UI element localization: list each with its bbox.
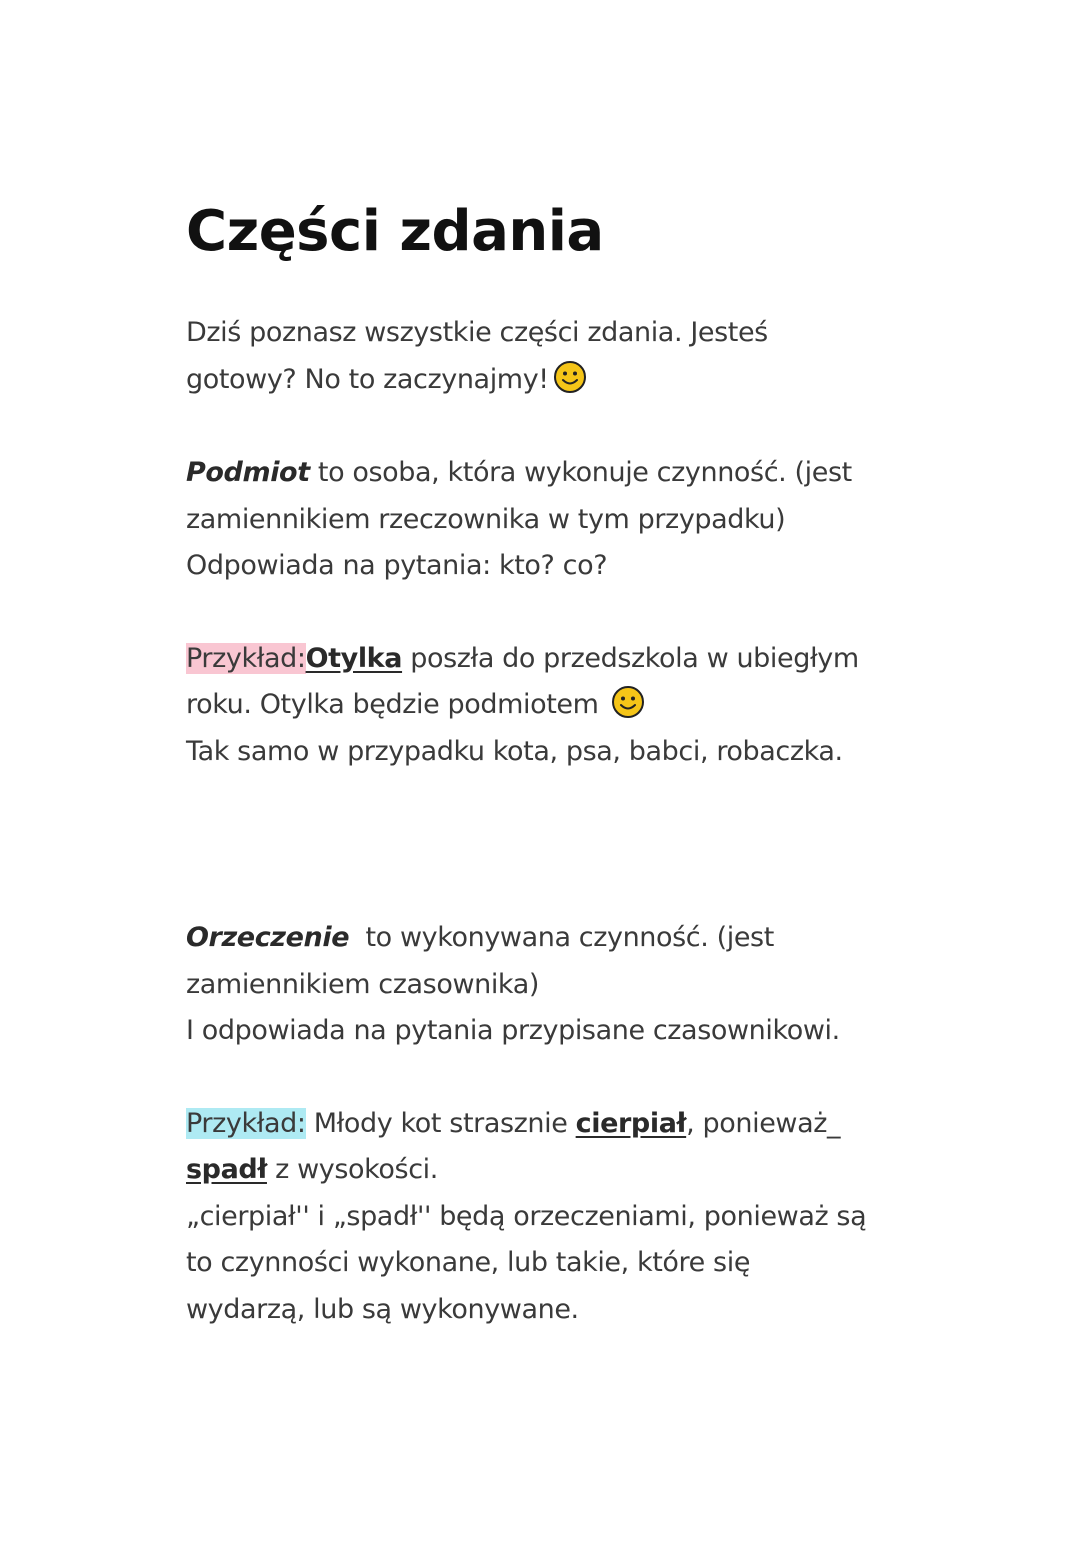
page-title: Części zdania xyxy=(186,199,604,264)
term-podmiot: Podmiot xyxy=(186,457,310,488)
podmiot-example-line-3: Tak samo w przypadku kota, psa, babci, robaczka. xyxy=(186,735,843,767)
intro-line-1: Dziś poznasz wszystkie części zdania. Jesteś xyxy=(186,317,768,348)
orzeczenie-example xyxy=(186,1101,906,1334)
intro-line-2-text: gotowy? No to zaczynajmy! xyxy=(186,363,549,395)
podmiot-example-line-1 xyxy=(186,636,906,683)
podmiot-example-line-1-rest: poszła do przedszkola w ubiegłym xyxy=(402,642,859,674)
orzeczenie-example-line-1-pre: Młody kot strasznie xyxy=(305,1107,576,1139)
smiley-face-icon xyxy=(553,360,587,394)
podmiot-example xyxy=(186,636,906,776)
smiley-face-icon xyxy=(611,685,645,719)
podmiot-line-2: zamiennikiem rzeczownika w tym przypadku) xyxy=(186,503,786,535)
example-label-pink: Przykład: xyxy=(186,642,306,674)
orzeczenie-example-line-3: „cierpiał'' i „spadł'' będą orzeczeniami, ponieważ są xyxy=(186,1200,867,1232)
orzeczenie-line-1 xyxy=(186,915,906,962)
podmiot-definition xyxy=(186,450,906,590)
podmiot-example-line-2 xyxy=(186,682,906,729)
keyword-cierpial: cierpiał xyxy=(575,1107,687,1139)
example-label-cyan: Przykład: xyxy=(186,1107,306,1139)
orzeczenie-example-line-1 xyxy=(186,1101,906,1148)
intro-paragraph xyxy=(186,310,906,403)
term-orzeczenie: Orzeczenie xyxy=(186,922,350,953)
orzeczenie-line-2: zamiennikiem czasownika) xyxy=(186,968,539,1000)
orzeczenie-definition xyxy=(186,915,906,1055)
podmiot-line-3: Odpowiada na pytania: kto? co? xyxy=(186,550,608,581)
keyword-spadl: spadł xyxy=(186,1154,267,1185)
orzeczenie-example-line-2-rest: z wysokości. xyxy=(266,1154,438,1185)
intro-line-2 xyxy=(186,357,906,404)
podmiot-example-line-2-text: roku. Otylka będzie podmiotem xyxy=(186,689,607,720)
orzeczenie-example-line-2 xyxy=(186,1147,906,1194)
orzeczenie-example-line-5: wydarzą, lub są wykonywane. xyxy=(186,1293,579,1325)
keyword-otylka: Otylka xyxy=(305,642,403,674)
orzeczenie-example-line-1-post: , ponieważ_ xyxy=(686,1107,841,1139)
document-page xyxy=(186,196,906,1333)
podmiot-line-1 xyxy=(186,450,906,497)
podmiot-line-1-rest: to osoba, która wykonuje czynność. (jest xyxy=(309,457,852,488)
orzeczenie-example-line-4: to czynności wykonane, lub takie, które się xyxy=(186,1247,751,1278)
orzeczenie-line-1-rest: to wykonywana czynność. (jest xyxy=(349,922,774,953)
orzeczenie-line-3: I odpowiada na pytania przypisane czasownikowi. xyxy=(186,1015,840,1046)
